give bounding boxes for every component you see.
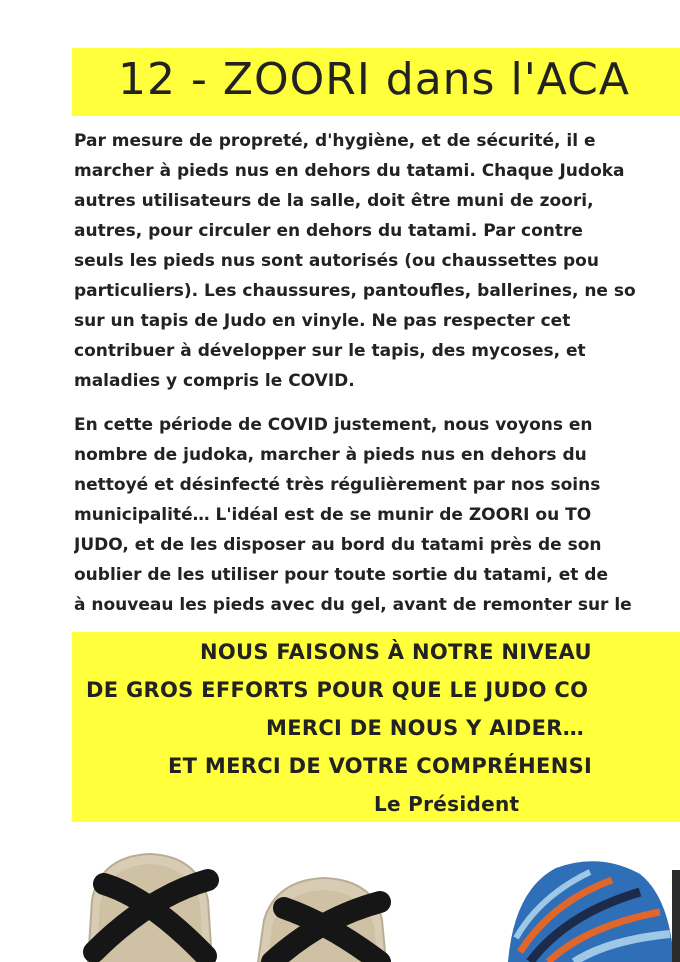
text-line: marcher à pieds nus en dehors du tatami. Chaque Judoka xyxy=(74,161,625,181)
text-line: En cette période de COVID justement, nous voyons en xyxy=(74,415,593,435)
text-line: sur un tapis de Judo en vinyle. Ne pas respecter cet xyxy=(74,311,571,331)
text-line: nettoyé et désinfecté très régulièrement par nos soins xyxy=(74,475,601,495)
zoori-sandal-left-icon xyxy=(88,854,212,962)
page-title: 12 - ZOORI dans l'ACA xyxy=(118,54,630,105)
sandals-photo xyxy=(0,840,680,962)
notice-line: DE GROS EFFORTS POUR QUE LE JUDO CO xyxy=(86,678,589,702)
text-line: particuliers). Les chaussures, pantoufles, ballerines, ne so xyxy=(74,281,636,301)
text-line: contribuer à développer sur le tapis, des mycoses, et xyxy=(74,341,586,361)
text-line: à nouveau les pieds avec du gel, avant de remonter sur le xyxy=(74,595,632,615)
notice-line: NOUS FAISONS À NOTRE NIVEAU xyxy=(200,640,592,664)
text-line: municipalité… L'idéal est de se munir de ZOORI ou TO xyxy=(74,505,592,525)
text-line: maladies y compris le COVID. xyxy=(74,371,355,391)
flip-flop-striped-icon xyxy=(508,861,674,962)
notice-line: ET MERCI DE VOTRE COMPRÉHENSI xyxy=(168,754,593,778)
text-line: autres, pour circuler en dehors du tatami. Par contre xyxy=(74,221,583,241)
paragraph-hygiene xyxy=(74,126,680,396)
text-line: JUDO, et de les disposer au bord du tatami près de son xyxy=(74,535,602,555)
signature: Le Président xyxy=(374,792,520,816)
text-line: Par mesure de propreté, d'hygiène, et de sécurité, il e xyxy=(74,131,596,151)
text-line: seuls les pieds nus sont autorisés (ou chaussettes pou xyxy=(74,251,599,271)
text-line: nombre de judoka, marcher à pieds nus en dehors du xyxy=(74,445,587,465)
zoori-sandal-right-icon xyxy=(258,878,386,962)
paragraph-covid xyxy=(74,410,680,620)
notice-line: MERCI DE NOUS Y AIDER… xyxy=(266,716,585,740)
text-line: oublier de les utiliser pour toute sortie du tatami, et de xyxy=(74,565,609,585)
text-line: autres utilisateurs de la salle, doit être muni de zoori, xyxy=(74,191,594,211)
